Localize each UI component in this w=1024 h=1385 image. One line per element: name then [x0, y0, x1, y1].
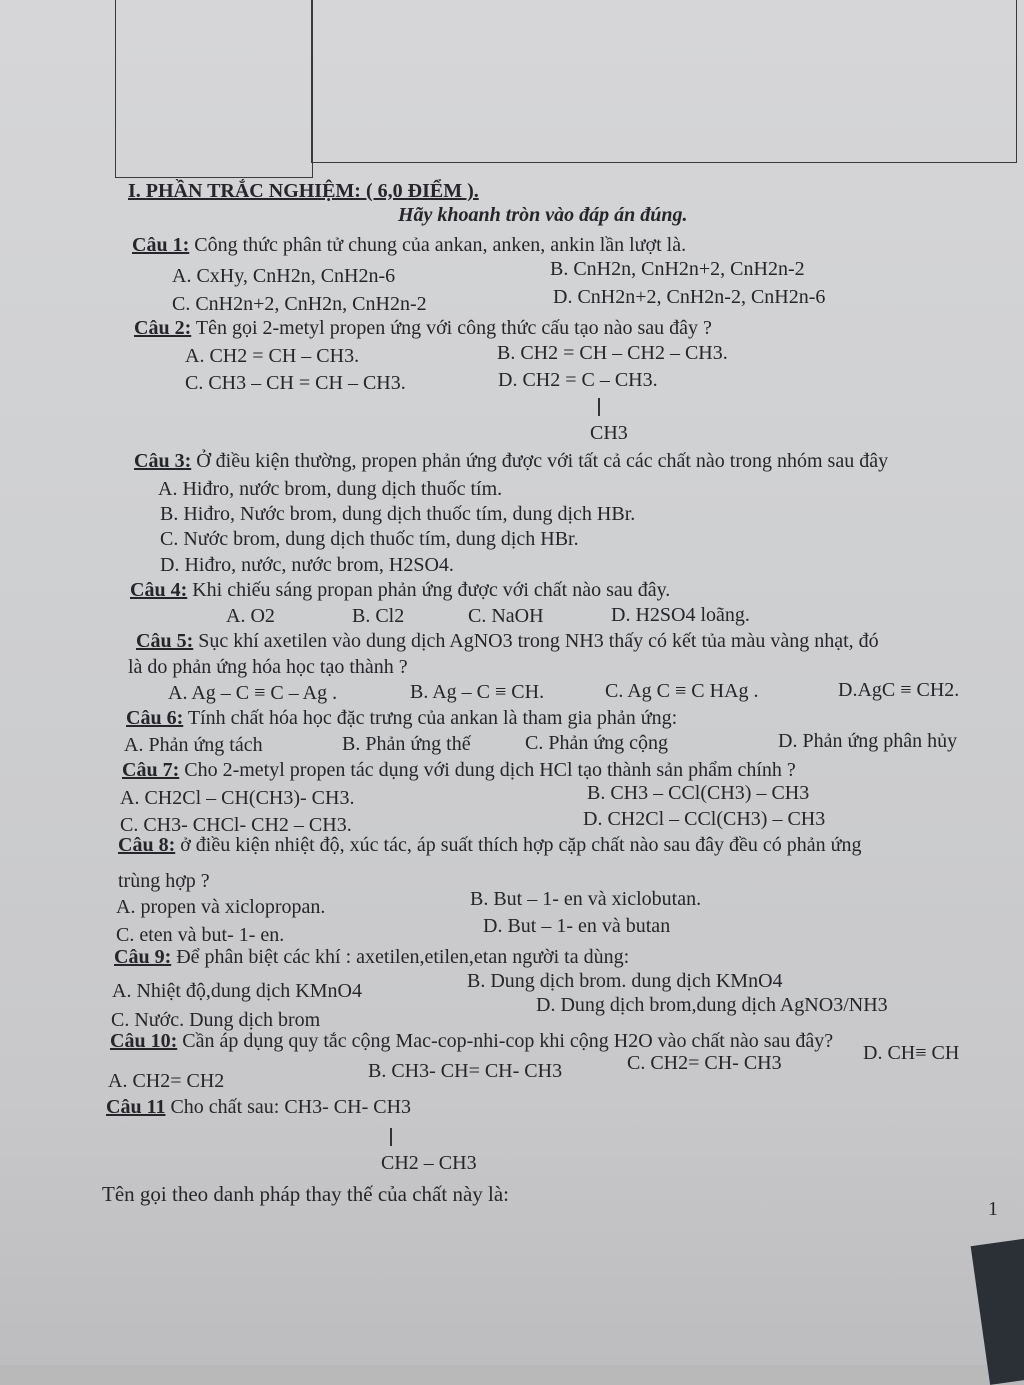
q3-option-a[interactable]: A. Hiđro, nước brom, dung dịch thuốc tím. [158, 478, 503, 500]
q7-option-a[interactable]: A. CH2Cl – CH(CH3)- CH3. [120, 787, 355, 809]
header-box-left [115, 0, 313, 178]
page-number: 1 [988, 1198, 998, 1220]
q6-option-c[interactable]: C. Phản ứng cộng [525, 732, 669, 754]
q2-d-bond [598, 398, 600, 416]
q9-option-a[interactable]: A. Nhiệt độ,dung dịch KMnO4 [112, 980, 362, 1002]
q8-option-a[interactable]: A. propen và xiclopropan. [116, 896, 326, 918]
q10-option-d[interactable]: D. CH≡ CH [863, 1042, 960, 1064]
q5-label: Câu 5: [136, 630, 194, 652]
q11-stem [106, 1096, 411, 1118]
q9-option-d[interactable]: D. Dung dịch brom,dung dịch AgNO3/NH3 [536, 994, 888, 1016]
q7-option-b[interactable]: B. CH3 – CCl(CH3) – CH3 [587, 782, 810, 804]
q10-text: Cần áp dụng quy tắc cộng Mac-cop-nhi-cop khi cộng H2O vào chất nào sau đây? [182, 1030, 834, 1052]
q1-stem [132, 234, 686, 256]
q4-label: Câu 4: [130, 579, 188, 601]
q1-option-a[interactable]: A. CxHy, CnH2n, CnH2n-6 [172, 265, 396, 287]
q6-stem [126, 707, 677, 729]
q8-stem [118, 834, 861, 856]
q8-option-d[interactable]: D. But – 1- en và butan [483, 915, 671, 937]
q11-text: Cho chất sau: CH3- CH- CH3 [170, 1096, 412, 1118]
q8-stem-line2: trùng hợp ? [118, 870, 210, 892]
q3-option-b[interactable]: B. Hiđro, Nước brom, dung dịch thuốc tím, dung dịch HBr. [160, 503, 636, 525]
section-title: I. PHẦN TRẮC NGHIỆM: ( 6,0 ĐIỂM ). [128, 180, 479, 202]
q1-option-c[interactable]: C. CnH2n+2, CnH2n, CnH2n-2 [172, 293, 427, 315]
q4-option-b[interactable]: B. Cl2 [352, 605, 405, 627]
q9-stem [114, 946, 629, 968]
q2-d-branch: CH3 [590, 422, 628, 444]
q11-branch: CH2 – CH3 [381, 1152, 477, 1174]
q6-label: Câu 6: [126, 707, 184, 729]
q3-text: Ở điều kiện thường, propen phản ứng được với tất cả các chất nào trong nhóm sau đây [196, 450, 889, 472]
q5-stem-line2: là do phản ứng hóa học tạo thành ? [128, 656, 408, 678]
q1-text: Công thức phân tử chung của ankan, anken, ankin lần lượt là. [194, 234, 687, 256]
q7-stem [122, 759, 796, 781]
q3-option-c[interactable]: C. Nước brom, dung dịch thuốc tím, dung dịch HBr. [160, 528, 579, 550]
q5-text: Sục khí axetilen vào dung dịch AgNO3 trong NH3 thấy có kết tủa màu vàng nhạt, đó [198, 630, 879, 652]
q5-option-a[interactable]: A. Ag – C ≡ C – Ag . [168, 682, 338, 704]
q4-option-a[interactable]: A. O2 [226, 605, 275, 627]
q1-label: Câu 1: [132, 234, 190, 256]
q10-option-b[interactable]: B. CH3- CH= CH- CH3 [368, 1060, 563, 1082]
header-box-right [311, 0, 1017, 163]
q8-option-b[interactable]: B. But – 1- en và xiclobutan. [470, 888, 702, 910]
q9-option-c[interactable]: C. Nước. Dung dịch brom [111, 1009, 321, 1031]
q5-option-d[interactable]: D.AgC ≡ CH2. [838, 679, 960, 701]
q9-label: Câu 9: [114, 946, 172, 968]
q4-option-c[interactable]: C. NaOH [468, 605, 544, 627]
q10-option-a[interactable]: A. CH2= CH2 [108, 1070, 225, 1092]
q5-stem [136, 630, 879, 652]
q6-option-d[interactable]: D. Phản ứng phân hủy [778, 730, 958, 752]
q7-option-d[interactable]: D. CH2Cl – CCl(CH3) – CH3 [583, 808, 826, 830]
q10-stem [110, 1030, 833, 1052]
q9-option-b[interactable]: B. Dung dịch brom. dung dịch KMnO4 [467, 970, 783, 992]
q5-option-b[interactable]: B. Ag – C ≡ CH. [410, 681, 545, 703]
q4-stem [130, 579, 670, 601]
q8-option-c[interactable]: C. eten và but- 1- en. [116, 924, 285, 946]
q4-option-d[interactable]: D. H2SO4 loãng. [611, 604, 750, 626]
instruction: Hãy khoanh tròn vào đáp án đúng. [398, 204, 688, 226]
q4-text: Khi chiếu sáng propan phản ứng được với chất nào sau đây. [192, 579, 671, 601]
q1-option-b[interactable]: B. CnH2n, CnH2n+2, CnH2n-2 [550, 258, 805, 280]
q7-text: Cho 2-metyl propen tác dụng với dung dịch HCl tạo thành sản phẩm chính ? [184, 759, 796, 781]
q6-option-a[interactable]: A. Phản ứng tách [124, 734, 263, 756]
q7-label: Câu 7: [122, 759, 180, 781]
q2-option-c[interactable]: C. CH3 – CH = CH – CH3. [185, 372, 406, 394]
q11-bond [390, 1128, 392, 1146]
q2-text: Tên gọi 2-metyl propen ứng với công thức cấu tạo nào sau đây ? [195, 317, 712, 339]
q5-option-c[interactable]: C. Ag C ≡ C HAg . [605, 680, 759, 702]
q9-text: Để phân biệt các khí : axetilen,etilen,etan người ta dùng: [176, 946, 630, 968]
q10-option-c[interactable]: C. CH2= CH- CH3 [627, 1052, 782, 1074]
q2-option-a[interactable]: A. CH2 = CH – CH3. [185, 345, 360, 367]
q10-label: Câu 10: [110, 1030, 178, 1052]
q1-option-d[interactable]: D. CnH2n+2, CnH2n-2, CnH2n-6 [553, 286, 826, 308]
q2-stem [134, 317, 712, 339]
q3-option-d[interactable]: D. Hiđro, nước, nước brom, H2SO4. [160, 554, 454, 576]
q3-label: Câu 3: [134, 450, 192, 472]
q8-label: Câu 8: [118, 834, 176, 856]
q3-stem [134, 450, 888, 472]
q6-text: Tính chất hóa học đặc trưng của ankan là tham gia phản ứng: [187, 707, 678, 729]
q8-text: ở điều kiện nhiệt độ, xúc tác, áp suất thích hợp cặp chất nào sau đây đều có phản ứng [180, 834, 862, 856]
q2-label: Câu 2: [134, 317, 192, 339]
q7-option-c[interactable]: C. CH3- CHCl- CH2 – CH3. [120, 814, 352, 836]
q11-label: Câu 11 [106, 1096, 166, 1118]
q2-option-b[interactable]: B. CH2 = CH – CH2 – CH3. [497, 342, 728, 364]
q11-question: Tên gọi theo danh pháp thay thế của chất này là: [102, 1182, 510, 1206]
q6-option-b[interactable]: B. Phản ứng thế [342, 733, 471, 755]
q2-option-d[interactable]: D. CH2 = C – CH3. [498, 369, 658, 391]
